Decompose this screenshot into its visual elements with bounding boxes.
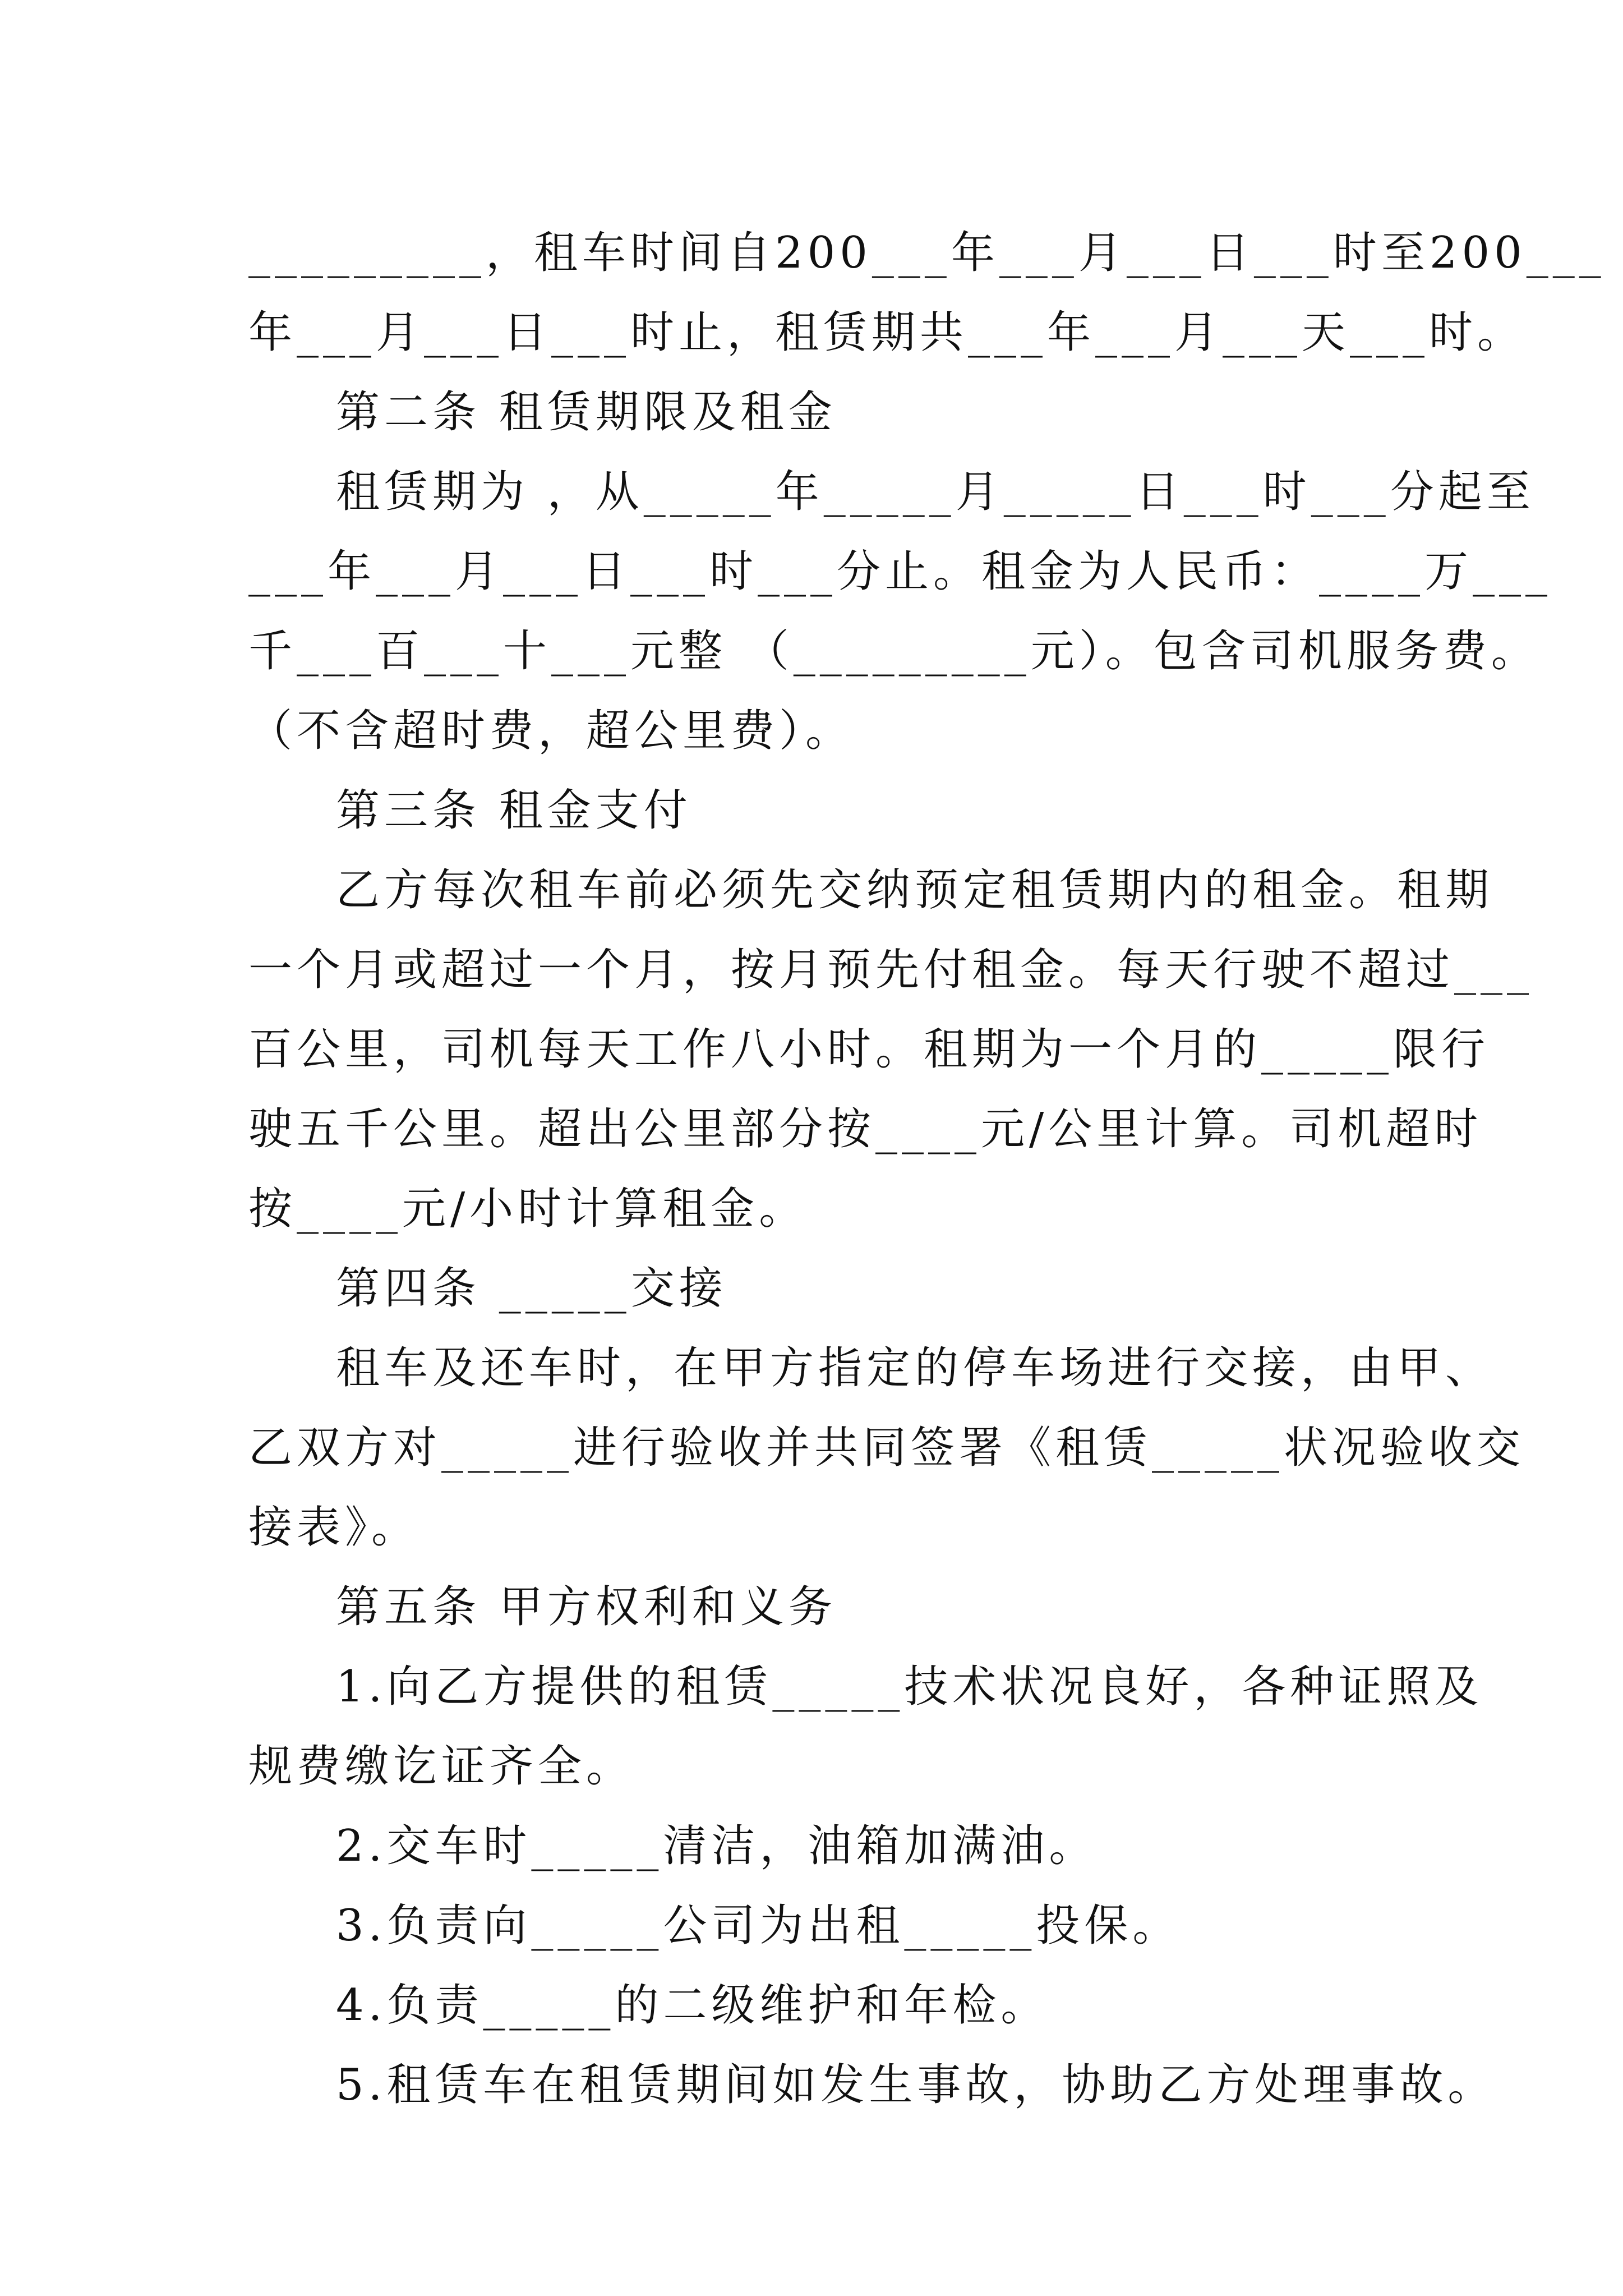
text-line: 按____元/小时计算租金。	[248, 1184, 808, 1234]
text-line: （不含超时费，超公里费）。	[248, 706, 854, 756]
text-line: 百公里，司机每天工作八小时。租期为一个月的_____限行	[248, 1024, 1490, 1075]
list-item: 4.负责_____的二级维护和年检。	[336, 1980, 1049, 2031]
text-line: 乙方每次租车前必须先交纳预定租赁期内的租金。租期	[336, 865, 1494, 915]
text-line: 租赁期为 ，从_____年_____月_____日___时___分起至	[336, 467, 1535, 517]
text-line: _________，租车时间自200___年___月___日___时至200___	[248, 228, 1606, 278]
document-body	[248, 213, 1606, 2125]
text-line: 年___月___日___时止，租赁期共___年___月___天___时。	[248, 307, 1526, 358]
list-item: 3.负责向_____公司为出租_____投保。	[336, 1901, 1181, 1951]
list-item: 2.交车时_____清洁，油箱加满油。	[336, 1821, 1098, 1871]
text-line: 千___百___十___元整 （_________元）。包含司机服务费。	[248, 626, 1539, 677]
list-item: 5.租赁车在租赁期间如发生事故，协助乙方处理事故。	[336, 2060, 1496, 2110]
text-line: 租车及还车时，在甲方指定的停车场进行交接，由甲、	[336, 1343, 1494, 1393]
section-heading: 第五条 甲方权利和义务	[336, 1582, 837, 1632]
section-heading: 第三条 租金支付	[336, 785, 692, 836]
text-line: 驶五千公里。超出公里部分按____元/公里计算。司机超时	[248, 1104, 1483, 1154]
text-line: 乙双方对_____进行验收并共同签署《租赁_____状况验收交	[248, 1423, 1525, 1473]
list-item: 1.向乙方提供的租赁_____技术状况良好，各种证照及	[336, 1662, 1483, 1712]
section-heading: 第四条 _____交接	[336, 1263, 727, 1314]
text-line: ___年___月___日___时___分止。租金为人民币：____万___	[248, 546, 1552, 597]
section-heading: 第二条 租赁期限及租金	[336, 387, 837, 438]
text-line: 一个月或超过一个月，按月预先付租金。每天行驶不超过___	[248, 945, 1534, 995]
text-line: 规费缴讫证齐全。	[248, 1741, 635, 1792]
text-line: 接表》。	[248, 1502, 420, 1553]
